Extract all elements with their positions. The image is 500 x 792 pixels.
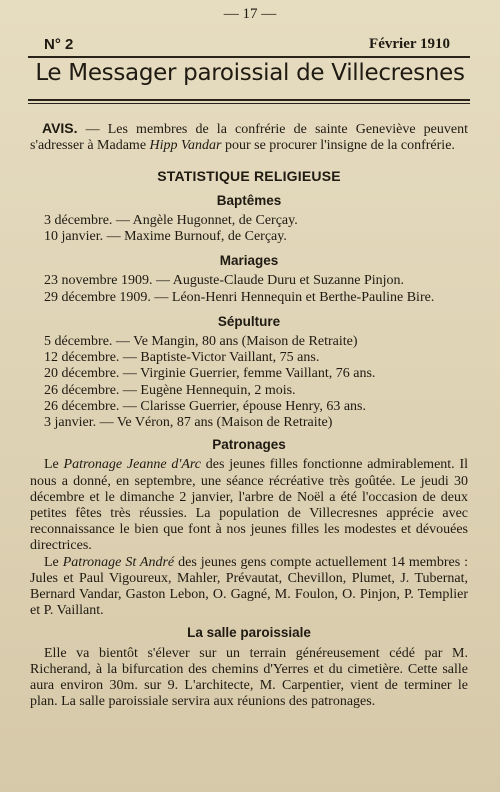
masthead-rule-bottom	[28, 103, 470, 104]
patronage-andre-paragraph	[30, 555, 468, 620]
sepulture-entry: 12 décembre. — Baptiste-Victor Vaillant, 75 ans.	[44, 350, 320, 366]
avis-text-pre: — Les membres de la confrérie de sainte Geneviève peuvent s'adresser à Madame	[30, 122, 468, 154]
mariages-title: Mariages	[219, 253, 279, 269]
salle-paragraph: Elle va bientôt s'élever sur un terrain généreusement cédé par M. Richerand, à la bifurcation des chemins d'Yerres et du cimetière. Cette salle aura environ 30m. sur 9. L'architecte, M. Carpentier, vient de terminer le plan. La salle paroissiale servira aux réunions des patronages.	[30, 645, 468, 710]
sepulture-entry: 26 décembre. — Clarisse Guerrier, épouse Henry, 63 ans.	[44, 398, 366, 414]
statistique-title: STATISTIQUE RELIGIEUSE	[157, 168, 341, 185]
patronage-jeanne-paragraph	[30, 457, 468, 554]
issue-number: N° 2	[44, 36, 74, 53]
issue-date: Février 1910	[369, 36, 450, 52]
patronage-1-text: des jeunes filles fonctionne admirablement. Il nous a donné, en septembre, une séance récréative très goûtée. Le jeudi 30 décembre et le dimanche 2 janvier, l'arbre de Noël a été l'occasion de deux petites fêtes très réussies. La population de Villecresnes apprécie avec reconnaissance le bien que font à nos jeunes filles les modestes et dévouées directrices.	[30, 457, 469, 554]
avis-paragraph	[30, 120, 468, 154]
bapteme-entry: 3 décembre. — Angèle Hugonnet, de Cerçay.	[44, 212, 298, 228]
bapteme-entry: 10 janvier. — Maxime Burnouf, de Cerçay.	[44, 229, 287, 245]
page-number: — 17 —	[223, 6, 277, 22]
sepulture-entry: 3 janvier. — Ve Véron, 87 ans (Maison de Retraite)	[44, 415, 333, 431]
top-rule	[28, 56, 470, 58]
patronage-2-name: Patronage St André	[62, 554, 175, 570]
sepulture-entry: 5 décembre. — Ve Mangin, 80 ans (Maison de Retraite)	[44, 334, 358, 350]
avis-label: AVIS.	[42, 120, 78, 136]
patronage-2-text: des jeunes gens compte actuellement 14 membres : Jules et Paul Vigoureux, Mahler, Prévautat, Chevillon, Plumet, J. Tubernat, Bernard Vandar, Gaston Lebon, O. Gagné, M. Foulon, O. Pinjon, P. Templier et P. Vaillant.	[30, 554, 469, 619]
sepulture-entry: 26 décembre. — Eugène Hennequin, 2 mois.	[44, 382, 296, 398]
mariage-entry: 29 décembre 1909. — Léon-Henri Hennequin et Berthe-Pauline Bire.	[44, 289, 435, 305]
article-body	[30, 120, 468, 711]
mariage-entry: 23 novembre 1909. — Auguste-Claude Duru et Suzanne Pinjon.	[44, 273, 405, 289]
salle-title: La salle paroissiale	[187, 625, 311, 641]
avis-text-post: pour se procurer l'insigne de la confrérie.	[221, 138, 455, 154]
patronage-2-pre: Le	[44, 554, 63, 570]
baptemes-title: Baptêmes	[216, 192, 282, 208]
patronages-title: Patronages	[212, 437, 286, 453]
patronage-1-pre: Le	[44, 457, 64, 473]
masthead-rule-top	[28, 99, 470, 101]
masthead-title: Le Messager paroissial de Villecresnes	[35, 60, 465, 86]
avis-name: Hipp Vandar	[149, 138, 222, 154]
sepulture-entry: 20 décembre. — Virginie Guerrier, femme Vaillant, 76 ans.	[44, 366, 376, 382]
patronage-1-name: Patronage Jeanne d'Arc	[63, 457, 202, 473]
sepulture-title: Sépulture	[217, 313, 281, 329]
